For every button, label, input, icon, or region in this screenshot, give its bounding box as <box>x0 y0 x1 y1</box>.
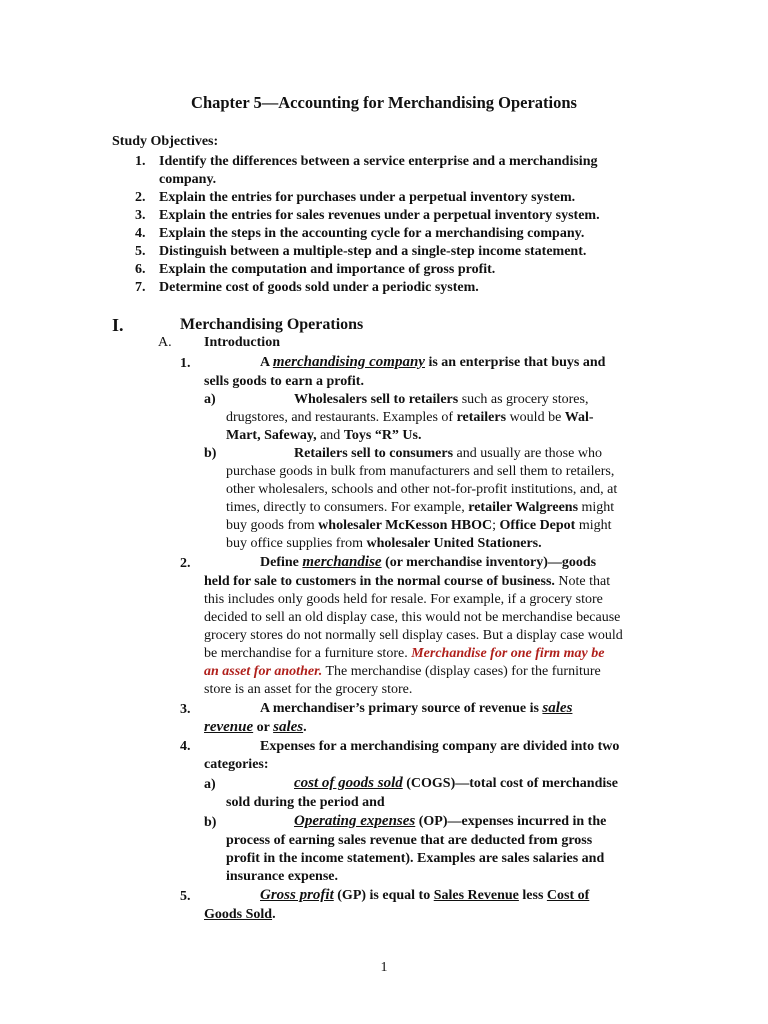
term-cost-of-goods-sold: cost of goods sold <box>294 775 403 791</box>
point-number: 2. <box>180 556 191 571</box>
sub-letter: b) <box>204 815 217 830</box>
point-3-line: revenue or sales. <box>204 719 307 735</box>
point-2-line: Define merchandise (or merchandise inventory)—goods <box>260 554 597 570</box>
point-1a-line: Wholesalers sell to retailers such as grocery stores, <box>294 392 589 407</box>
point-4-line: categories: <box>204 757 269 772</box>
point-2-line: store is an asset for the grocery store. <box>204 682 413 697</box>
sub-letter: a) <box>204 392 216 407</box>
point-1b-line: Retailers sell to consumers and usually are those who <box>294 446 602 461</box>
study-objectives-heading: Study Objectives: <box>112 134 219 149</box>
point-4-line: Expenses for a merchandising company are divided into two <box>260 739 620 754</box>
point-1a-line: drugstores, and restaurants. Examples of retailers would be Wal- <box>226 410 594 425</box>
objective-item-continuation: company. <box>159 172 217 187</box>
point-4a-line: sold during the period and <box>226 795 385 810</box>
section-number: I. <box>112 315 124 335</box>
point-4b-line: Operating expenses (OP)—expenses incurred in the <box>294 813 607 829</box>
point-number: 4. <box>180 739 191 754</box>
page-number: 1 <box>380 960 388 975</box>
point-1b-line: times, directly to consumers. For example, retailer Walgreens might <box>226 500 615 515</box>
point-number: 5. <box>180 889 191 904</box>
point-1b-line: buy goods from wholesaler McKesson HBOC; Office Depot might <box>226 518 612 533</box>
point-4b-line: profit in the income statement). Examples are sales salaries and <box>226 851 605 866</box>
point-5-line: Goods Sold. <box>204 907 276 922</box>
sub-letter: a) <box>204 777 216 792</box>
point-1b-line: other wholesalers, schools and other not-for-profit institutions, and, at <box>226 482 618 497</box>
point-number: 3. <box>180 702 191 717</box>
document-page: Chapter 5—Accounting for Merchandising Operations Study Objectives: 1. Identify the differences between a service enterprise and a merchandising company. 2. Explain the entries for purchases under a perpetual inventory system. 3. Explain the entries for sales revenues under a perpetual inventory system. 4. Explain the steps in the accounting cycle for a merchandising company. 5. Distinguish between a multiple-step and a single-step income statement. 6. Explain the computation and importance of gross profit. 7. Determine cost of goods sold under a periodic system. I. Merchandising Operations A. Introduction 1. A merchandising company is an enterprise that buys and sells goods to earn a profit. a) Wholesalers sell to retailers such as grocery stores, drugstores, and restaurants. Examples of retailers would be Wal- Mart, Safeway, and Toys “R” Us. b) Retailers sell to consumers and usually are those who purchase goods in bulk from manufacturers and sell them to retailers, other wholesalers, schools and other not-for-profit institutions, and, at times, directly to consumers. For example, retailer Walgreens might buy goods from wholesaler McKesson HBOC; Office Depot might buy office supplies from wholesaler United Stationers. 2. Define merchandise (or merchandise inventory)—goods held for sale to customers in the normal course of business. Note that this includes only goods held for resale. For example, if a grocery store decided to sell an old display case, this would not be merchandise because grocery stores do not normally sell display cases. But a display case would be merchandise for a furniture store. Merchandise for one firm may be an asset for another. The merchandise (display cases) for the furniture store is an asset for the grocery store. 3. A merchandiser’s primary source of revenue is sales revenue or sales. 4. Expenses for a merchandising company are divided into two categories: a) cost of goods sold (COGS)—total cost of merchandise sold during the period and b) Operating expenses (OP)—expenses incurred in the process of earning sales revenue that are deducted from gross profit in the income statement). Examples are sales salaries and insurance expense. 5. Gross profit (GP) is equal to Sales Revenue less Cost of Goods Sold. 1 <box>0 0 768 1024</box>
point-2-line: held for sale to customers in the normal course of business. Note that <box>204 574 611 589</box>
point-1-line: A merchandising company is an enterprise that buys and <box>260 354 606 370</box>
term-operating-expenses: Operating expenses <box>294 813 416 829</box>
section-title: Merchandising Operations <box>180 316 364 333</box>
subsection-title: Introduction <box>204 335 280 350</box>
point-4b-line: insurance expense. <box>226 869 338 884</box>
point-2-line: decided to sell an old display case, this would not be merchandise because <box>204 610 621 625</box>
point-2-line: grocery stores do not normally sell display cases. But a display case would <box>204 628 623 643</box>
point-1b-line: purchase goods in bulk from manufacturers and sell them to retailers, <box>226 464 615 479</box>
term-sales: sales <box>542 700 573 716</box>
point-number: 1. <box>180 356 191 371</box>
point-5-line: Gross profit (GP) is equal to Sales Revenue less Cost of <box>260 887 590 903</box>
point-2-line: be merchandise for a furniture store. Merchandise for one firm may be <box>204 646 605 661</box>
page-title: Chapter 5—Accounting for Merchandising Operations <box>191 93 577 112</box>
point-3-line: A merchandiser’s primary source of revenue is sales <box>260 700 573 716</box>
point-1a-line: Mart, Safeway, and Toys “R” Us. <box>226 428 422 443</box>
point-4b-line: process of earning sales revenue that are deducted from gross <box>226 833 593 848</box>
term-revenue: revenue <box>204 719 254 735</box>
point-1b-line: buy office supplies from wholesaler United Stationers. <box>226 536 542 551</box>
highlight-red: an asset for another. <box>204 664 323 679</box>
subsection-letter: A. <box>158 335 172 350</box>
point-2-line: this includes only goods held for resale. For example, if a grocery store <box>204 592 603 607</box>
term-gross-profit: Gross profit <box>260 887 334 903</box>
point-1-line: sells goods to earn a profit. <box>204 374 364 389</box>
point-2-line: an asset for another. The merchandise (display cases) for the furniture <box>204 664 601 679</box>
point-4a-line: cost of goods sold (COGS)—total cost of merchandise <box>294 775 618 791</box>
term-merchandise: merchandise <box>302 554 382 570</box>
term-sales: sales <box>273 719 304 735</box>
sub-letter: b) <box>204 446 217 461</box>
highlight-red: Merchandise for one firm may be <box>411 646 605 661</box>
term-merchandising-company: merchandising company <box>272 354 425 370</box>
